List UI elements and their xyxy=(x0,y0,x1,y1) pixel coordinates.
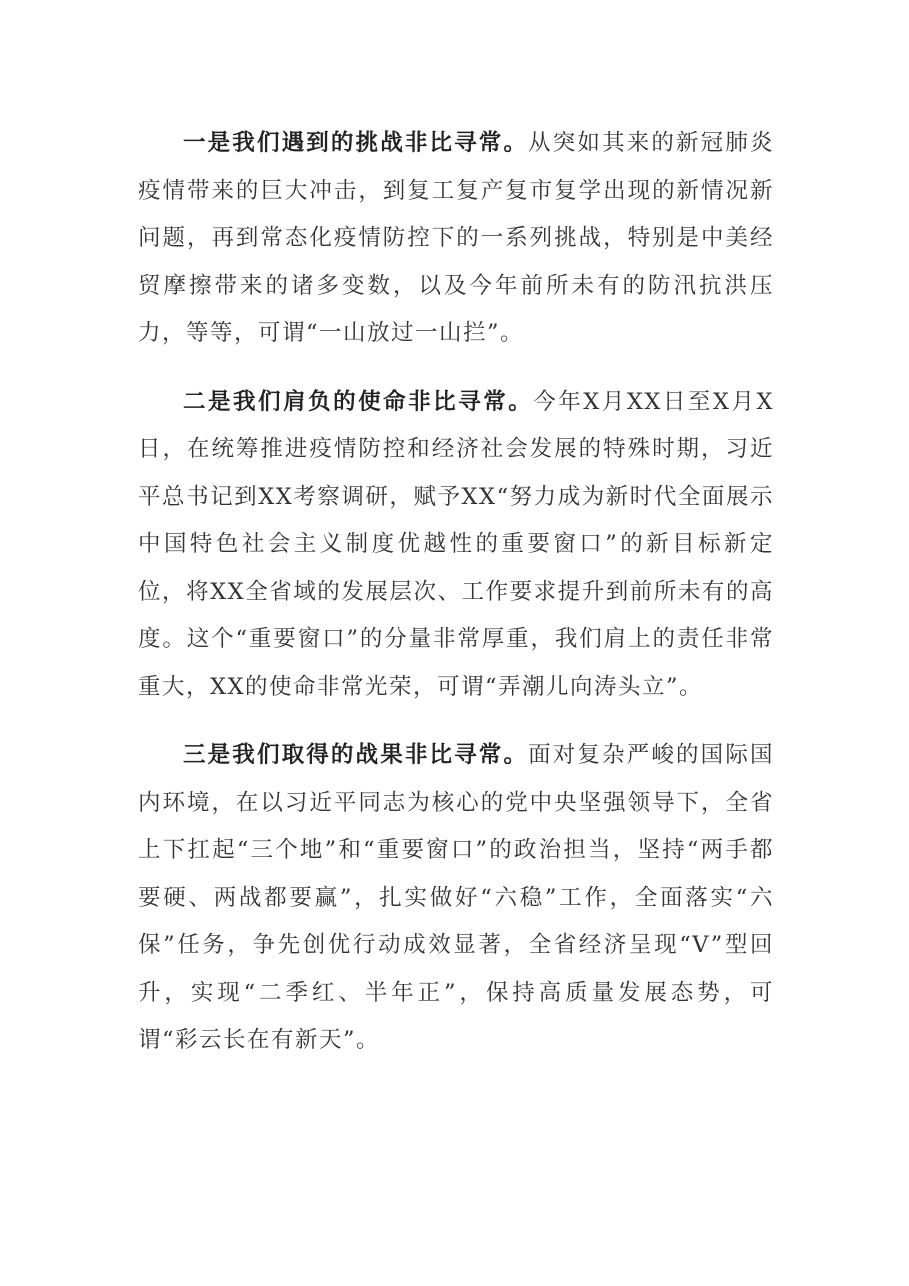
paragraph-mission xyxy=(138,379,774,712)
paragraph-lead: 三是我们取得的战果非比寻常。 xyxy=(183,742,529,768)
paragraph-body: 今年X月XX日至X月X日，在统筹推进疫情防控和经济社会发展的特殊时期，习近平总书记到XX考察调研，赋予XX“努力成为新时代全面展示中国特色社会主义制度优越性的重要窗口”的新目标新定位，将XX全省域的发展层次、工作要求提升到前所未有的高度。这个“重要窗口”的分量非常厚重，我们肩上的责任非常重大，XX的使命非常光荣，可谓“弄潮儿向涛头立”。 xyxy=(138,388,774,700)
paragraph-achievements xyxy=(138,732,774,1065)
paragraph-lead: 一是我们遇到的挑战非比寻常。 xyxy=(183,130,529,156)
paragraph-challenges xyxy=(138,120,774,358)
paragraph-lead: 二是我们肩负的使命非比寻常。 xyxy=(183,388,534,415)
paragraph-body: 从突如其来的新冠肺炎疫情带来的巨大冲击，到复工复产复市复学出现的新情况新问题，再到常态化疫情防控下的一系列挑战，特别是中美经贸摩擦带来的诸多变数，以及今年前所未有的防汛抗洪压力，等等，可谓“一山放过一山拦”。 xyxy=(138,130,774,346)
document-page xyxy=(138,120,774,1086)
paragraph-body: 面对复杂严峻的国际国内环境，在以习近平同志为核心的党中央坚强领导下，全省上下扛起“三个地”和“重要窗口”的政治担当，坚持“两手都要硬、两战都要赢”，扎实做好“六稳”工作，全面落实“六保”任务，争先创优行动成效显著，全省经济呈现“V”型回升，实现“二季红、半年正”，保持高质量发展态势，可谓“彩云长在有新天”。 xyxy=(138,742,774,1053)
